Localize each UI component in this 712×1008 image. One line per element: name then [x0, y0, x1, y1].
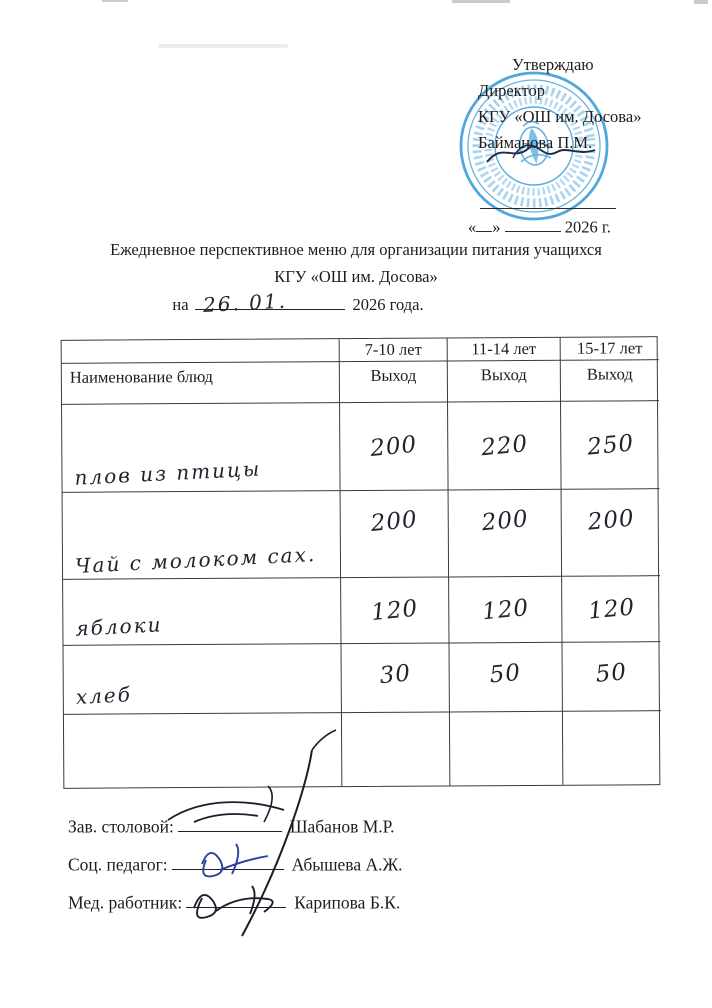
- table-corner-cell: [62, 339, 340, 364]
- age-group-header-7-10: 7-10 лет: [340, 338, 448, 362]
- age-group-header-11-14: 11-14 лет: [448, 338, 561, 362]
- medical-worker-label: Мед. работник:: [68, 892, 183, 913]
- canteen-manager-signature-row: [68, 812, 395, 837]
- output-header-1: Выход: [340, 361, 448, 403]
- month-blank-line: [505, 214, 561, 232]
- scan-smudge: [158, 44, 288, 48]
- table-row-value: [563, 711, 661, 785]
- social-teacher-signature-line: [172, 850, 284, 870]
- menu-title-line2: КГУ «ОШ им. Досова»: [274, 267, 438, 286]
- approval-approve-label: Утверждаю: [512, 55, 594, 74]
- medical-worker-name: Карипова Б.К.: [294, 892, 401, 913]
- handwritten-date: 26. 01.: [201, 288, 288, 317]
- date-suffix: 2026 года.: [352, 295, 424, 314]
- output-header-3: Выход: [561, 360, 659, 402]
- table-row-value: 200: [562, 489, 661, 577]
- approval-director-name: Байманова П.М.: [478, 133, 593, 152]
- scan-artifact: [102, 0, 128, 2]
- social-teacher-name: Абышева А.Ж.: [291, 854, 403, 875]
- output-header-2: Выход: [448, 361, 561, 403]
- table-row-value: 120: [341, 577, 449, 644]
- table-row-value: 200: [340, 402, 449, 491]
- approval-school-name: КГУ «ОШ им. Досова»: [478, 107, 642, 126]
- age-group-header-15-17: 15-17 лет: [561, 337, 659, 361]
- table-row-value: 50: [449, 643, 562, 713]
- table-row-dish: плов из птицы: [62, 403, 341, 493]
- approval-block: [468, 52, 698, 237]
- date-blank-line: [195, 288, 345, 317]
- quote-open: «: [468, 217, 477, 237]
- medical-worker-signature-line: [186, 888, 286, 908]
- table-row-value: 250: [561, 401, 660, 490]
- day-blank-line: [476, 214, 492, 232]
- table-row-dish: Чай с молоком сах.: [63, 491, 342, 580]
- table-row-dish: яблоки: [63, 578, 341, 646]
- table-row-value: 200: [341, 490, 450, 578]
- menu-date-line: [0, 290, 654, 318]
- quote-close: »: [492, 217, 501, 237]
- table-row-dish: [64, 713, 342, 788]
- table-row-value: 120: [449, 577, 562, 644]
- date-prefix: на: [172, 295, 189, 314]
- table-row-dish: хлеб: [64, 644, 342, 715]
- approval-year-text: 2026 г.: [564, 217, 611, 237]
- director-signature-line: [480, 208, 616, 209]
- social-teacher-signature-row: [68, 850, 403, 875]
- table-row-value: [450, 712, 563, 786]
- scan-artifact: [452, 0, 510, 3]
- canteen-manager-name: Шабанов М.Р.: [289, 816, 395, 837]
- table-row-value: 220: [448, 402, 562, 491]
- table-row-value: 120: [562, 576, 660, 643]
- menu-title-line1: Ежедневное перспективное меню для организации питания учащихся: [110, 240, 602, 259]
- scan-artifact: [694, 0, 708, 4]
- menu-table: [61, 336, 661, 789]
- approval-director-label: Директор: [478, 81, 545, 100]
- document-title-block: [0, 236, 712, 318]
- canteen-manager-signature-line: [178, 812, 282, 832]
- social-teacher-label: Соц. педагог:: [68, 854, 168, 875]
- table-row-value: 200: [449, 490, 563, 578]
- canteen-manager-label: Зав. столовой:: [68, 816, 174, 837]
- table-row-value: [342, 712, 450, 786]
- medical-worker-signature-row: [68, 888, 400, 913]
- table-row-value: 50: [562, 642, 660, 712]
- dish-name-header: Наименование блюд: [62, 362, 340, 405]
- table-row-value: 30: [341, 643, 449, 713]
